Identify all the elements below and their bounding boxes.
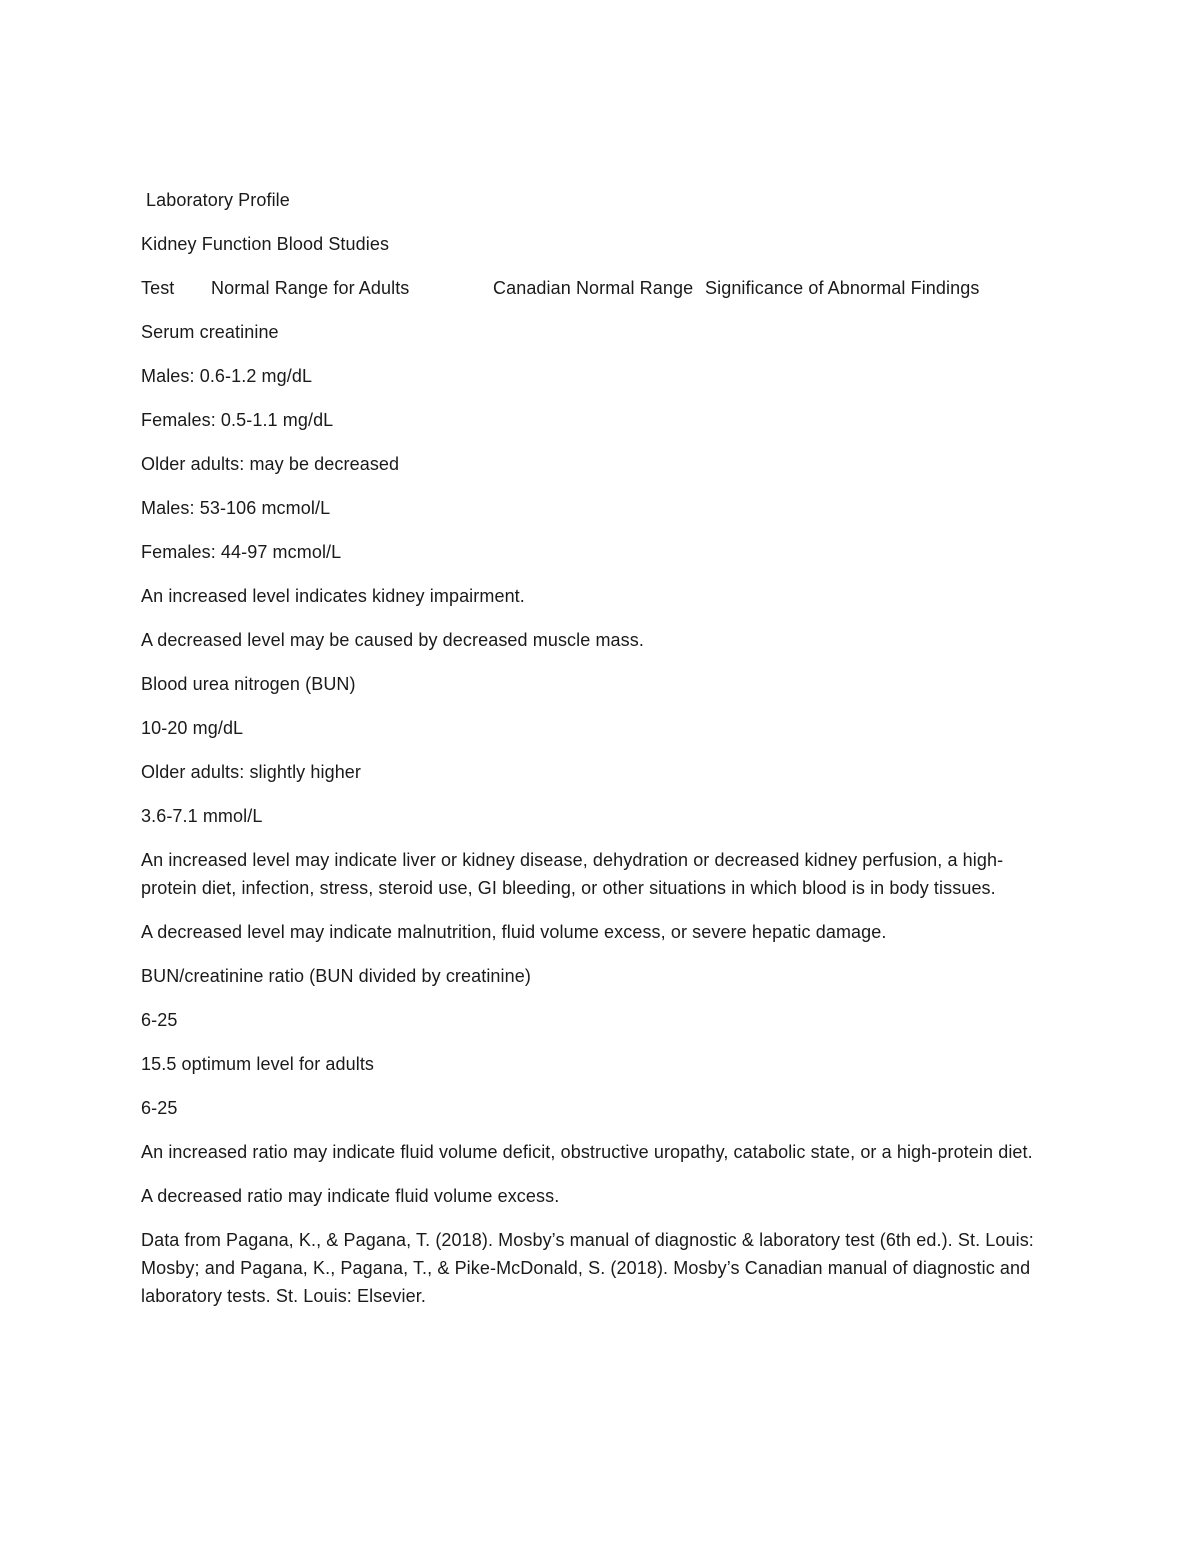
ratio-sig-increased: An increased ratio may indicate fluid volume deficit, obstructive uropathy, catabolic state, or a high-protein diet.	[141, 1142, 1033, 1162]
bun-normal-older: Older adults: slightly higher	[141, 762, 362, 782]
ratio-sig-decreased: A decreased ratio may indicate fluid volume excess.	[141, 1186, 560, 1206]
document-subtitle: Kidney Function Blood Studies	[141, 234, 390, 254]
creatinine-canadian-females: Females: 44-97 mcmol/L	[141, 542, 342, 562]
ratio-optimum: 15.5 optimum level for adults	[141, 1054, 375, 1074]
creatinine-sig-increased: An increased level indicates kidney impairment.	[141, 586, 525, 606]
document-title: Laboratory Profile	[146, 190, 290, 210]
table-header-row	[141, 274, 1061, 302]
creatinine-normal-older: Older adults: may be decreased	[141, 454, 400, 474]
creatinine-normal-males: Males: 0.6-1.2 mg/dL	[141, 366, 313, 386]
creatinine-canadian-males: Males: 53-106 mcmol/L	[141, 498, 331, 518]
header-normal-range: Normal Range for Adults	[211, 278, 410, 298]
header-significance: Significance of Abnormal Findings	[705, 278, 980, 298]
source-citation: Data from Pagana, K., & Pagana, T. (2018). Mosby’s manual of diagnostic & laboratory test (6th ed.). St. Louis: Mosby; and Pagana, K., Pagana, T., & Pike-McDonald, S. (2018). Mosby’s Canadian manual of diagnostic and laboratory tests. St. Louis: Elsevier.	[141, 1230, 1034, 1306]
header-canadian-range: Canadian Normal Range	[493, 278, 694, 298]
test-name-serum-creatinine: Serum creatinine	[141, 322, 279, 342]
document-body	[141, 186, 1061, 1326]
bun-sig-increased: An increased level may indicate liver or kidney disease, dehydration or decreased kidney perfusion, a high-protein diet, infection, stress, steroid use, GI bleeding, or other situations in which blood is in body tissues.	[141, 850, 1004, 898]
bun-sig-decreased: A decreased level may indicate malnutrition, fluid volume excess, or severe hepatic damage.	[141, 922, 887, 942]
header-test: Test	[141, 278, 175, 298]
test-name-bun-creatinine-ratio: BUN/creatinine ratio (BUN divided by creatinine)	[141, 966, 531, 986]
ratio-normal-range: 6-25	[141, 1010, 178, 1030]
creatinine-sig-decreased: A decreased level may be caused by decreased muscle mass.	[141, 630, 644, 650]
bun-canadian-range: 3.6-7.1 mmol/L	[141, 806, 263, 826]
ratio-canadian-range: 6-25	[141, 1098, 178, 1118]
creatinine-normal-females: Females: 0.5-1.1 mg/dL	[141, 410, 334, 430]
bun-normal-range: 10-20 mg/dL	[141, 718, 244, 738]
test-name-bun: Blood urea nitrogen (BUN)	[141, 674, 356, 694]
